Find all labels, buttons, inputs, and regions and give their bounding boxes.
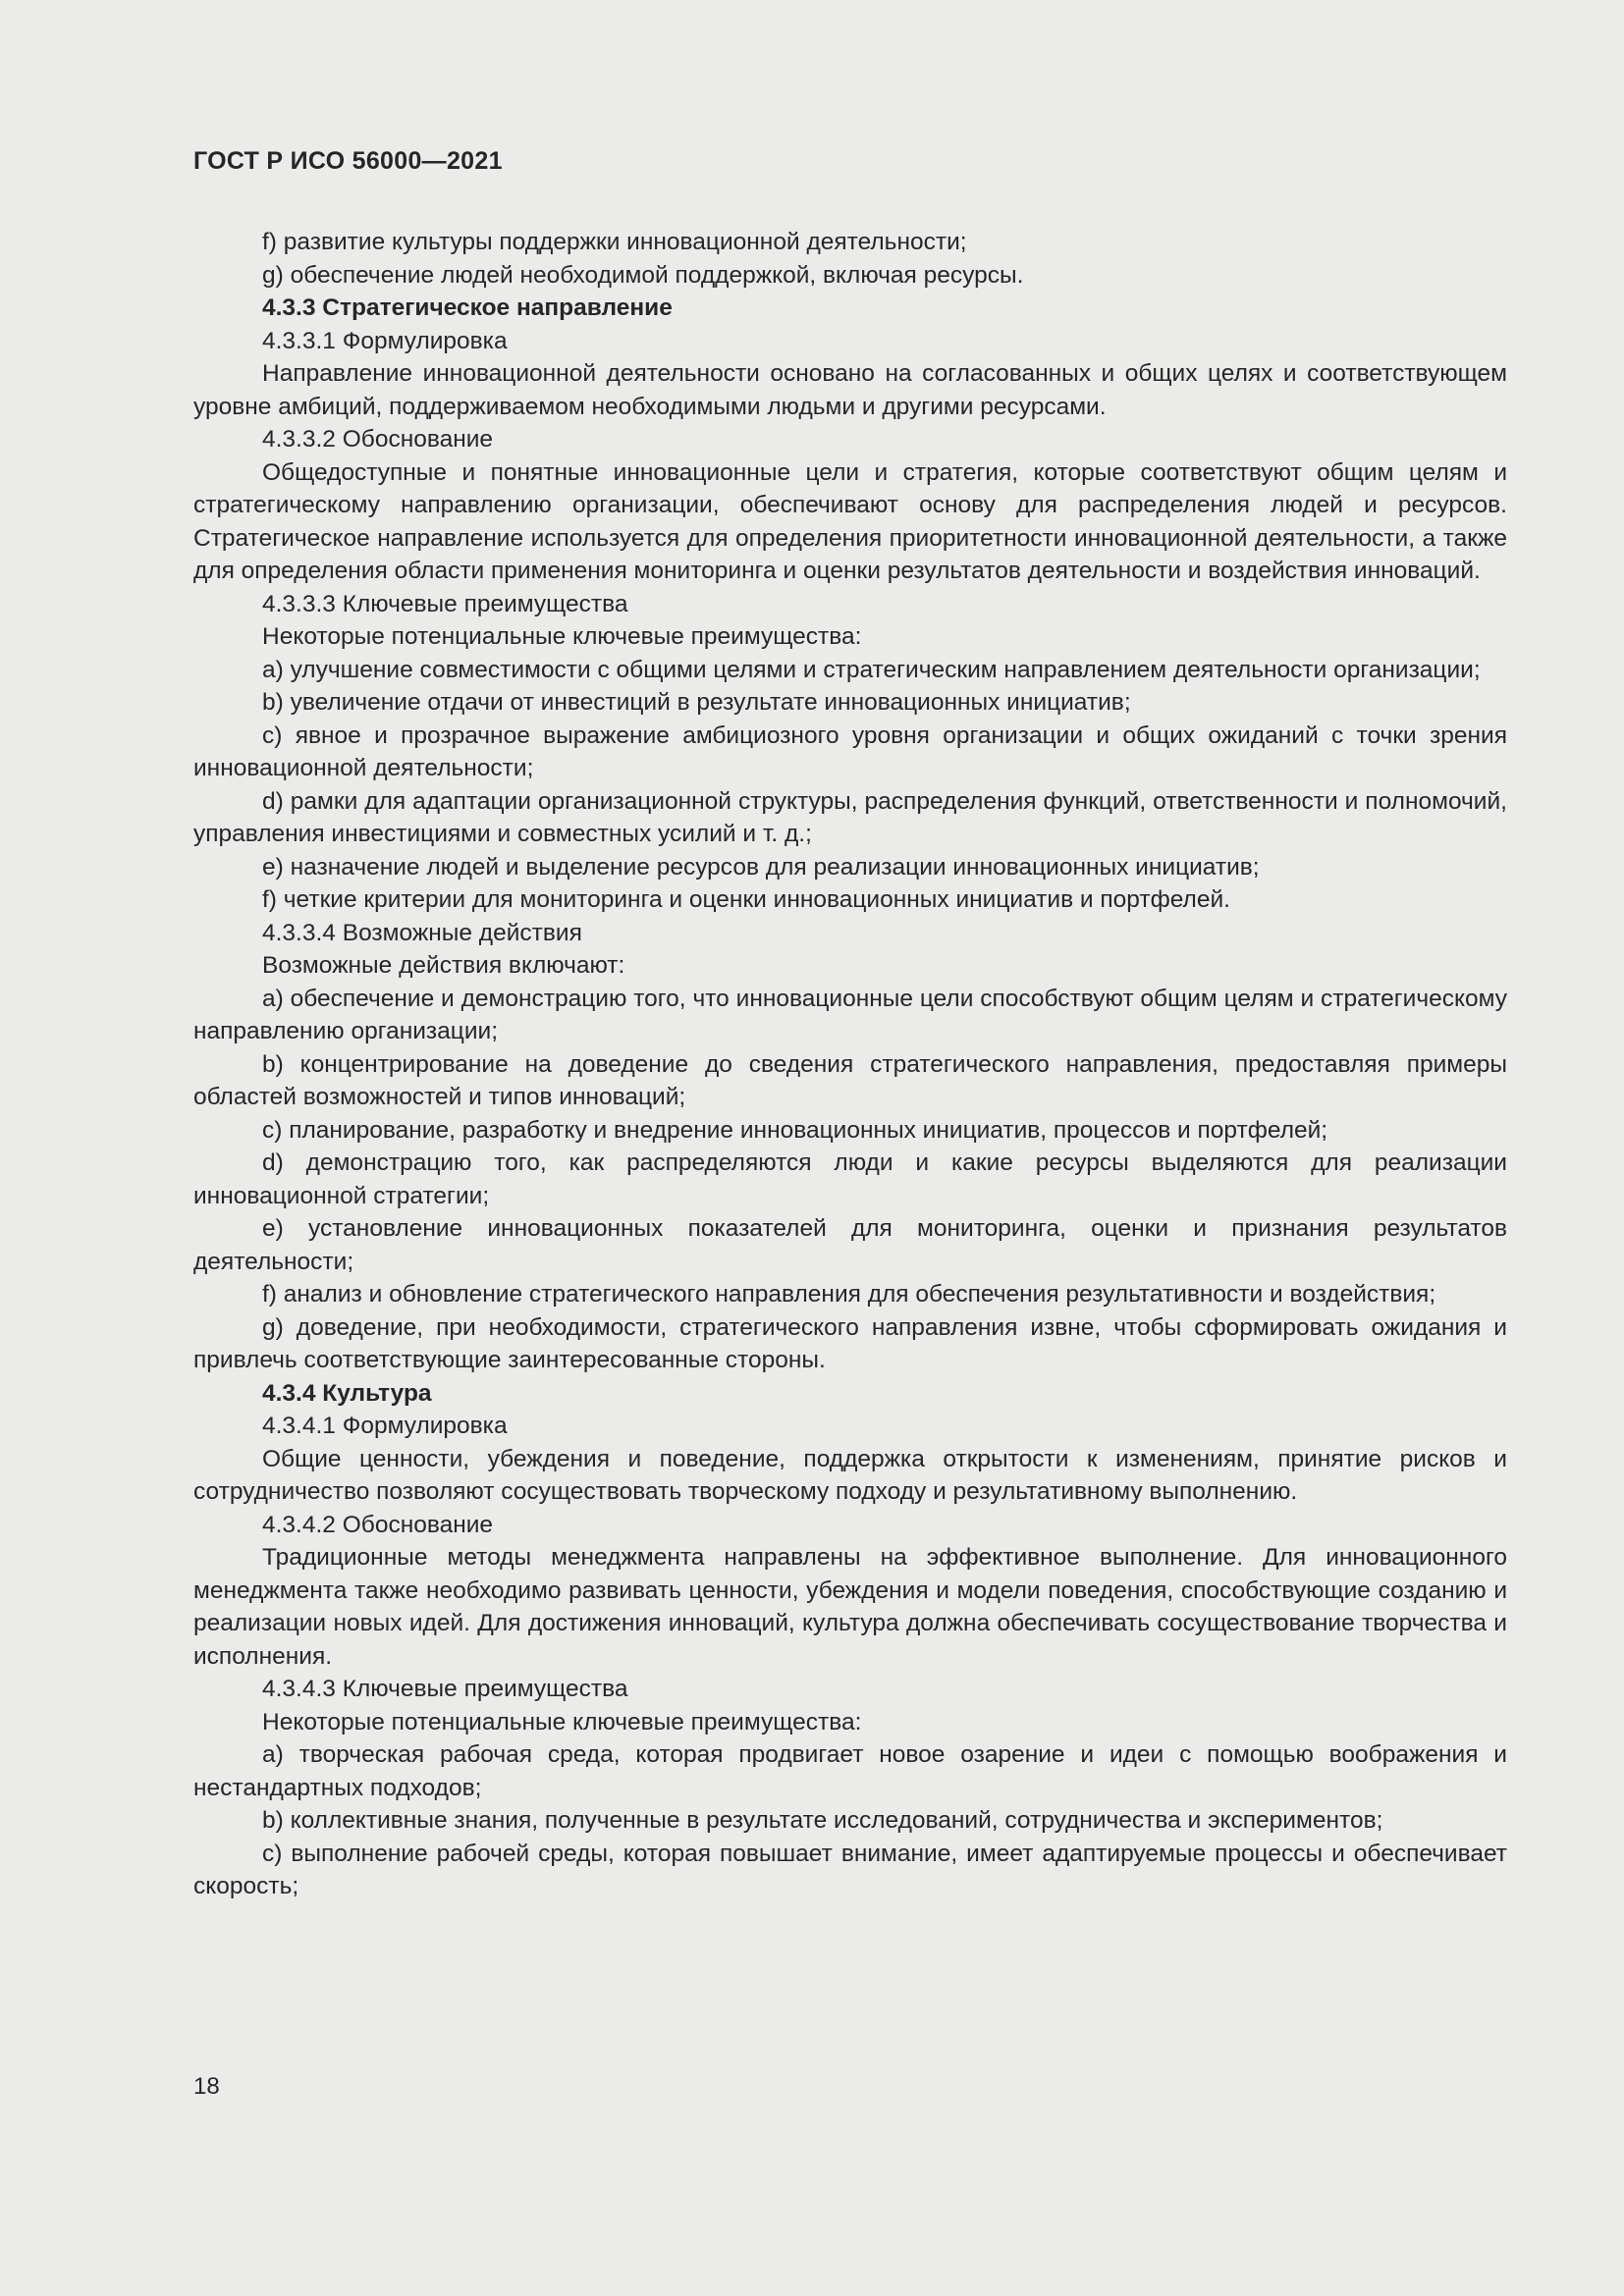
body-paragraph: c) выполнение рабочей среды, которая повышает внимание, имеет адаптируемые процессы и обеспечивает скорость; (193, 1840, 1507, 1899)
body-paragraph: 4.3.4.2 Обоснование (262, 1511, 494, 1538)
body-paragraph: Некоторые потенциальные ключевые преимущества: (262, 623, 862, 650)
body-paragraph: 4.3.3.3 Ключевые преимущества (262, 590, 628, 617)
body-paragraph: e) установление инновационных показателей для мониторинга, оценки и признания результатов деятельности; (193, 1215, 1507, 1275)
body-paragraph: c) планирование, разработку и внедрение инновационных инициатив, процессов и портфелей; (262, 1116, 1328, 1144)
body-paragraph: f) четкие критерии для мониторинга и оценки инновационных инициатив и портфелей. (262, 886, 1230, 913)
body-paragraph: c) явное и прозрачное выражение амбициозного уровня организации и общих ожиданий с точки зрения инновационной деятельности; (193, 721, 1507, 781)
body-paragraph: b) увеличение отдачи от инвестиций в результате инновационных инициатив; (262, 689, 1131, 716)
body-paragraph: Направление инновационной деятельности основано на согласованных и общих целях и соответствующем уровне амбиций, поддерживаемом необходимыми людьми и другими ресурсами. (193, 360, 1507, 420)
body-paragraph: f) анализ и обновление стратегического направления для обеспечения результативности и воздействия; (262, 1281, 1436, 1308)
page-number: 18 (193, 2073, 220, 2100)
body-paragraph: e) назначение людей и выделение ресурсов для реализации инновационных инициатив; (262, 853, 1260, 881)
body-paragraph: b) концентрирование на доведение до сведения стратегического направления, предоставляя примеры областей возможностей и типов инноваций; (193, 1050, 1507, 1110)
body-paragraph: Традиционные методы менеджмента направлены на эффективное выполнение. Для инновационного менеджмента также необходимо развивать ценности, убеждения и модели поведения, способствующие созданию и реализации новых идей. Для достижения инноваций, культура должна обеспечивать сосуществование творчества и исполнения. (193, 1544, 1507, 1670)
document-header: ГОСТ Р ИСО 56000—2021 (193, 147, 503, 175)
body-paragraph: 4.3.4.1 Формулировка (262, 1413, 508, 1439)
body-paragraph: Некоторые потенциальные ключевые преимущества: (262, 1708, 862, 1735)
body-paragraph: 4.3.3.4 Возможные действия (262, 919, 582, 946)
body-paragraph: g) доведение, при необходимости, стратегического направления извне, чтобы сформировать ожидания и привлечь соответствующие заинтересованные стороны. (193, 1313, 1507, 1373)
body-paragraph: g) обеспечение людей необходимой поддержкой, включая ресурсы. (262, 261, 1024, 289)
body-paragraph: a) творческая рабочая среда, которая продвигает новое озарение и идеи с помощью воображения и нестандартных подходов; (193, 1741, 1507, 1801)
body-paragraph: a) обеспечение и демонстрацию того, что инновационные цели способствуют общим целям и стратегическому направлению организации; (193, 985, 1507, 1044)
body-paragraph: Возможные действия включают: (262, 952, 625, 979)
body-paragraph: 4.3.3.2 Обоснование (262, 426, 494, 453)
body-paragraph: d) рамки для адаптации организационной структуры, распределения функций, ответственности и полномочий, управления инвестициями и совместных усилий и т. д.; (193, 787, 1507, 847)
document-body (193, 226, 1507, 1903)
body-paragraph: Общие ценности, убеждения и поведение, поддержка открытости к изменениям, принятие рисков и сотрудничество позволяют сосуществовать творческому подходу и результативному выполнению. (193, 1445, 1507, 1505)
body-paragraph: b) коллективные знания, полученные в результате исследований, сотрудничества и экспериментов; (262, 1807, 1383, 1834)
body-paragraph: f) развитие культуры поддержки инновационной деятельности; (262, 229, 967, 255)
body-paragraph: a) улучшение совместимости с общими целями и стратегическим направлением деятельности организации; (262, 656, 1481, 683)
body-paragraph: 4.3.3.1 Формулировка (262, 327, 508, 354)
body-paragraph: 4.3.4.3 Ключевые преимущества (262, 1676, 628, 1702)
body-paragraph: Общедоступные и понятные инновационные цели и стратегия, которые соответствуют общим целям и стратегическому направлению организации, обеспечивают основу для распределения людей и ресурсов. Стратегическое направление используется для определения приоритетности инновационной деятельности, а также для определения области применения мониторинга и оценки результатов деятельности и воздействия инноваций. (193, 458, 1507, 584)
body-paragraph: d) демонстрацию того, как распределяются люди и какие ресурсы выделяются для реализации инновационной стратегии; (193, 1149, 1507, 1209)
section-heading: 4.3.3 Стратегическое направление (262, 294, 673, 321)
section-heading: 4.3.4 Культура (262, 1379, 432, 1407)
